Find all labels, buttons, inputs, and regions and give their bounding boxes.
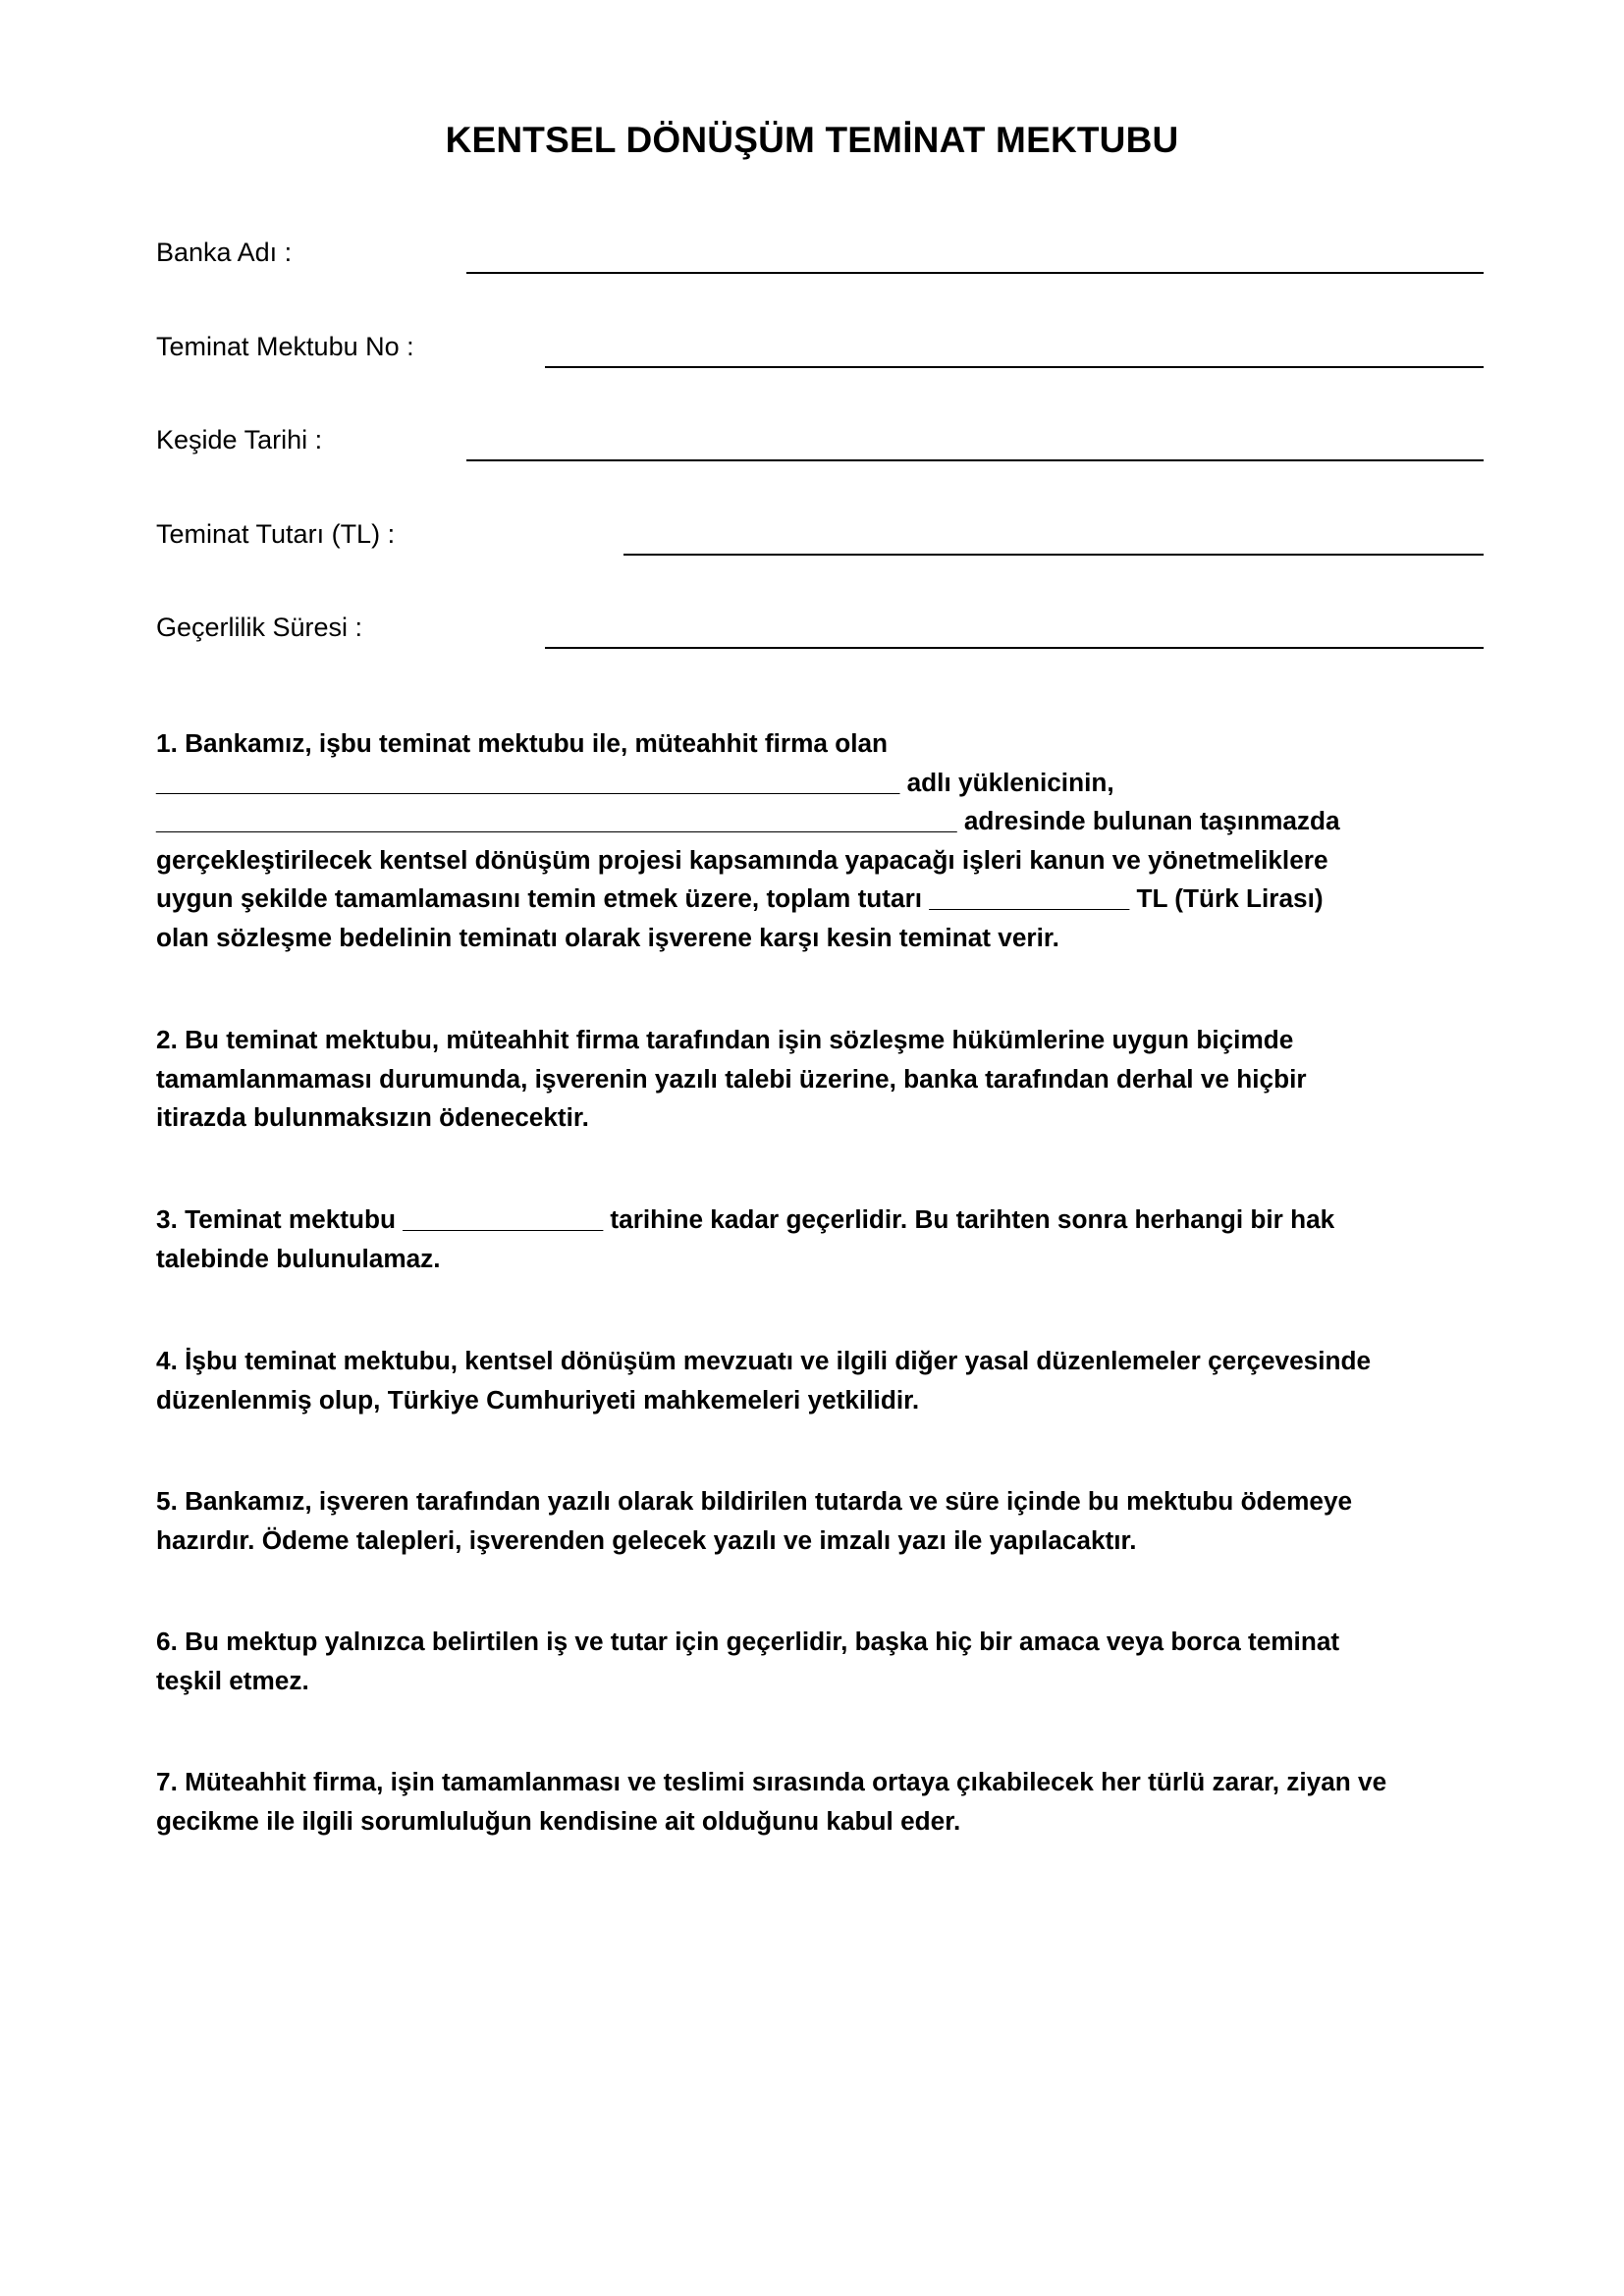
paragraph-line: ____________________________________________________ adlı yüklenicinin, [156, 767, 1114, 797]
paragraph-2 [156, 1021, 1491, 1138]
paragraph-line: 4. İşbu teminat mektubu, kentsel dönüşüm mevzuatı ve ilgili diğer yasal düzenlemeler çerçevesinde [156, 1346, 1372, 1375]
paragraph-line: 2. Bu teminat mektubu, müteahhit firma tarafından işin sözleşme hükümlerine uygun biçimde [156, 1025, 1294, 1054]
paragraph-7 [156, 1763, 1491, 1841]
paragraph-line: düzenlenmiş olup, Türkiye Cumhuriyeti mahkemeleri yetkilidir. [156, 1384, 920, 1415]
paragraph-1 [156, 724, 1491, 958]
paragraph-line: 7. Müteahhit firma, işin tamamlanması ve teslimi sırasında ortaya çıkabilecek her türlü zarar, ziyan ve [156, 1767, 1387, 1796]
paragraph-line: hazırdır. Ödeme talepleri, işverenden gelecek yazılı ve imzalı yazı ile yapılacaktır. [156, 1524, 1137, 1555]
field-bank-name [156, 238, 1484, 277]
field-guarantee-amount [156, 519, 1484, 559]
paragraph-line: gerçekleştirilecek kentsel dönüşüm projesi kapsamında yapacağı işleri kanun ve yönetmeliklere [156, 844, 1328, 875]
paragraph-line: 5. Bankamız, işveren tarafından yazılı olarak bildirilen tutarda ve süre içinde bu mektubu ödemeye [156, 1486, 1353, 1516]
letter-number-blank-line[interactable] [545, 366, 1484, 368]
guarantee-amount-blank-line[interactable] [623, 554, 1484, 556]
paragraph-line: tamamlanmaması durumunda, işverenin yazılı talebi üzerine, banka tarafından derhal ve hiçbir [156, 1063, 1307, 1094]
paragraph-line: gecikme ile ilgili sorumluluğun kendisine ait olduğunu kabul eder. [156, 1805, 961, 1836]
paragraph-line: uygun şekilde tamamlamasını temin etmek üzere, toplam tutarı ______________ TL (Türk Lirası) [156, 883, 1324, 914]
field-issue-date [156, 425, 1484, 464]
paragraph-5 [156, 1482, 1491, 1560]
field-label: Teminat Tutarı (TL) : [156, 519, 396, 549]
field-validity-period [156, 613, 1484, 652]
paragraph-line: ________________________________________________________ adresinde bulunan taşınmazda [156, 806, 1340, 836]
field-label: Geçerlilik Süresi : [156, 613, 363, 642]
paragraph-line: 3. Teminat mektubu ______________ tarihine kadar geçerlidir. Bu tarihten sonra herhangi bir hak [156, 1204, 1335, 1234]
issue-date-blank-line[interactable] [466, 459, 1484, 461]
field-label: Keşide Tarihi : [156, 425, 323, 454]
document-title: KENTSEL DÖNÜŞÜM TEMİNAT MEKTUBU [445, 120, 1179, 160]
paragraph-line: 1. Bankamız, işbu teminat mektubu ile, müteahhit firma olan [156, 728, 889, 758]
paragraph-4 [156, 1342, 1491, 1419]
field-label: Banka Adı : [156, 238, 293, 267]
paragraph-line: olan sözleşme bedelinin teminatı olarak işverene karşı kesin teminat verir. [156, 922, 1059, 952]
field-label: Teminat Mektubu No : [156, 332, 414, 361]
paragraph-6 [156, 1623, 1491, 1700]
validity-period-blank-line[interactable] [545, 647, 1484, 649]
paragraph-line: talebinde bulunulamaz. [156, 1243, 441, 1273]
paragraph-line: 6. Bu mektup yalnızca belirtilen iş ve tutar için geçerlidir, başka hiç bir amaca veya borca teminat [156, 1627, 1340, 1656]
paragraph-3 [156, 1201, 1491, 1278]
field-letter-number [156, 332, 1484, 371]
paragraph-line: itirazda bulunmaksızın ödenecektir. [156, 1102, 589, 1133]
paragraph-line: teşkil etmez. [156, 1665, 309, 1695]
bank-name-blank-line[interactable] [466, 272, 1484, 274]
